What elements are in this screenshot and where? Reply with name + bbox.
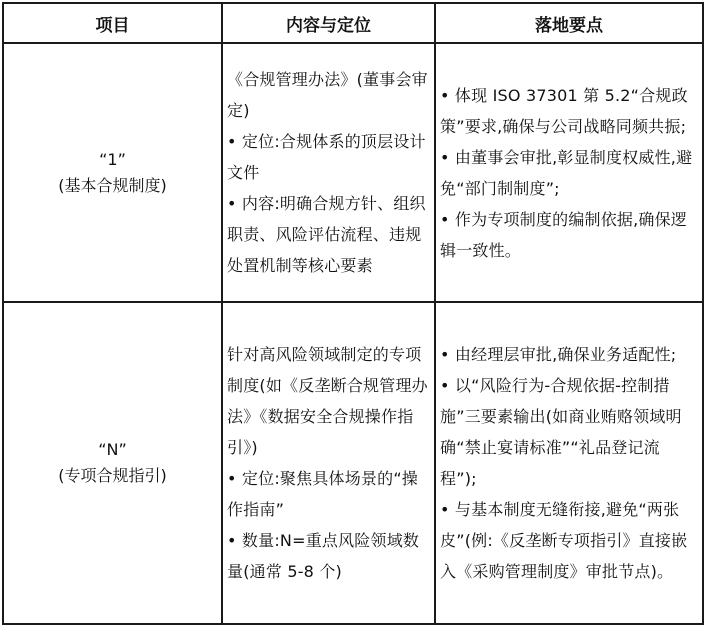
- table-header-row: [4, 4, 704, 44]
- content-line: 针对高风险领域制定的专项制度(如《反垄断合规管理办法》《数据安全合规操作指引》): [227, 345, 428, 458]
- point-line: • 体现 ISO 37301 第 5.2“合规政策”要求,确保与公司战略同频共振;: [440, 85, 688, 136]
- content-line: 《合规管理办法》(董事会审定): [227, 70, 428, 121]
- point-line: • 以“风险行为-合规依据-控制措施”三要素输出(如商业贿赂领域明确“禁止宴请标准”“礼品登记流程”);: [440, 376, 682, 489]
- item-code: “1”: [99, 149, 126, 169]
- table-row: [4, 303, 704, 625]
- item-name: (基本合规制度): [58, 175, 167, 195]
- table-row: [4, 44, 704, 303]
- content-line: • 定位:合规体系的顶层设计文件: [227, 132, 426, 183]
- item-name: (专项合规指引): [58, 466, 167, 486]
- item-cell: [4, 303, 223, 625]
- header-content: 内容与定位: [223, 4, 436, 44]
- item-code: “N”: [98, 440, 127, 460]
- header-item: 项目: [4, 4, 223, 44]
- item-cell: [4, 44, 223, 303]
- content-line: • 内容:明确合规方针、组织职责、风险评估流程、违规处置机制等核心要素: [227, 194, 426, 276]
- content-line: • 定位:聚焦具体场景的“操作指南”: [227, 469, 419, 520]
- content-cell: [223, 44, 436, 303]
- point-line: • 作为专项制度的编制依据,确保逻辑一致性。: [440, 209, 688, 260]
- points-cell: [436, 44, 704, 303]
- point-line: • 与基本制度无缝衔接,避免“两张皮”(例:《反垄断专项指引》直接嵌入《采购管理制度》审批节点)。: [440, 500, 688, 582]
- point-line: • 由董事会审批,彰显制度权威性,避免“部门制制度”;: [440, 147, 693, 198]
- header-points: 落地要点: [436, 4, 704, 44]
- compliance-table: [2, 2, 704, 625]
- content-line: • 数量:N=重点风险领域数量(通常 5-8 个): [227, 531, 420, 582]
- content-cell: [223, 303, 436, 625]
- point-line: • 由经理层审批,确保业务适配性;: [440, 345, 677, 365]
- points-cell: [436, 303, 704, 625]
